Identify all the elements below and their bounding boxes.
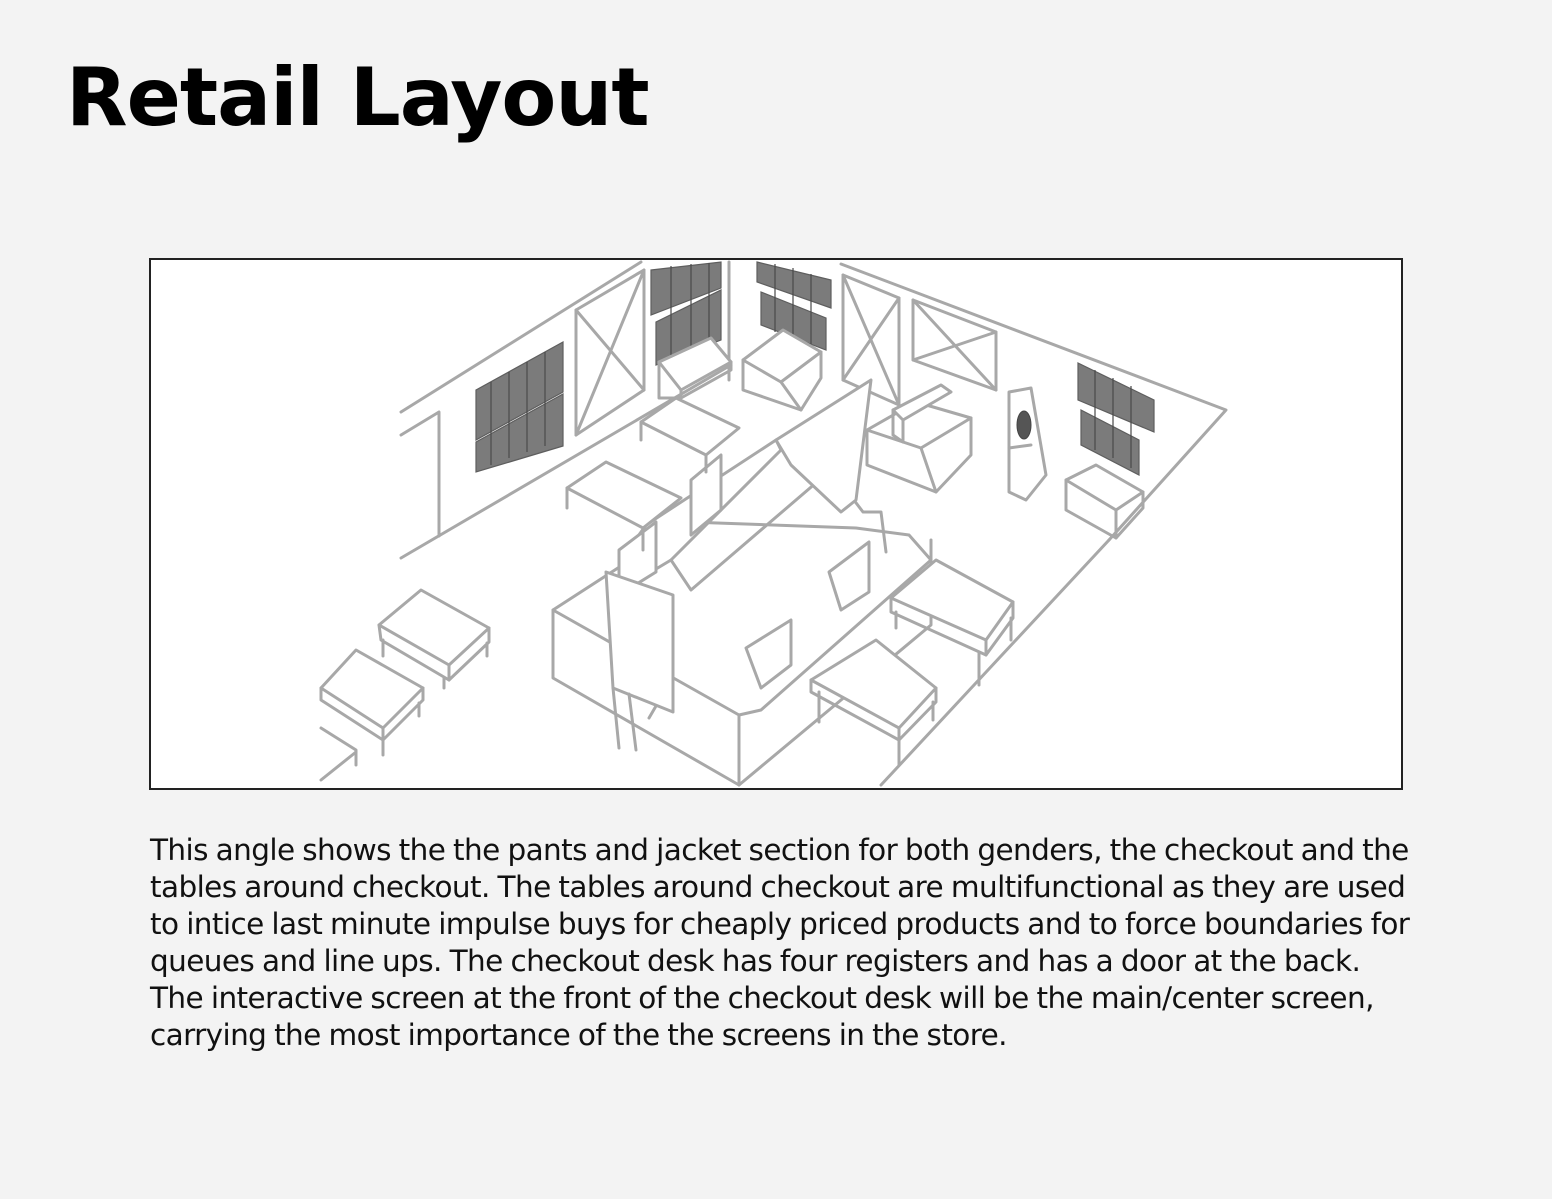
kiosk-mirror-stand: [1009, 388, 1046, 500]
store-layout-illustration: [151, 260, 1401, 788]
interactive-screen: [606, 572, 673, 750]
front-left-tables: [321, 590, 489, 780]
store-layout-diagram: [149, 258, 1403, 790]
page-title: Retail Layout: [66, 51, 649, 144]
side-counter: [1066, 465, 1143, 538]
diagram-caption: This angle shows the the pants and jacket section for both genders, the checkout and the tables around checkout. The tables around checkout are multifunctional as they are used to intice last minute impulse buys for cheaply priced products and to force boundaries for queues and line ups. The checkout desk has four registers and has a door at the back. The interactive screen at the front of the checkout desk will be the main/center screen, carrying the most importance of the the screens in the store.: [150, 833, 1410, 1052]
